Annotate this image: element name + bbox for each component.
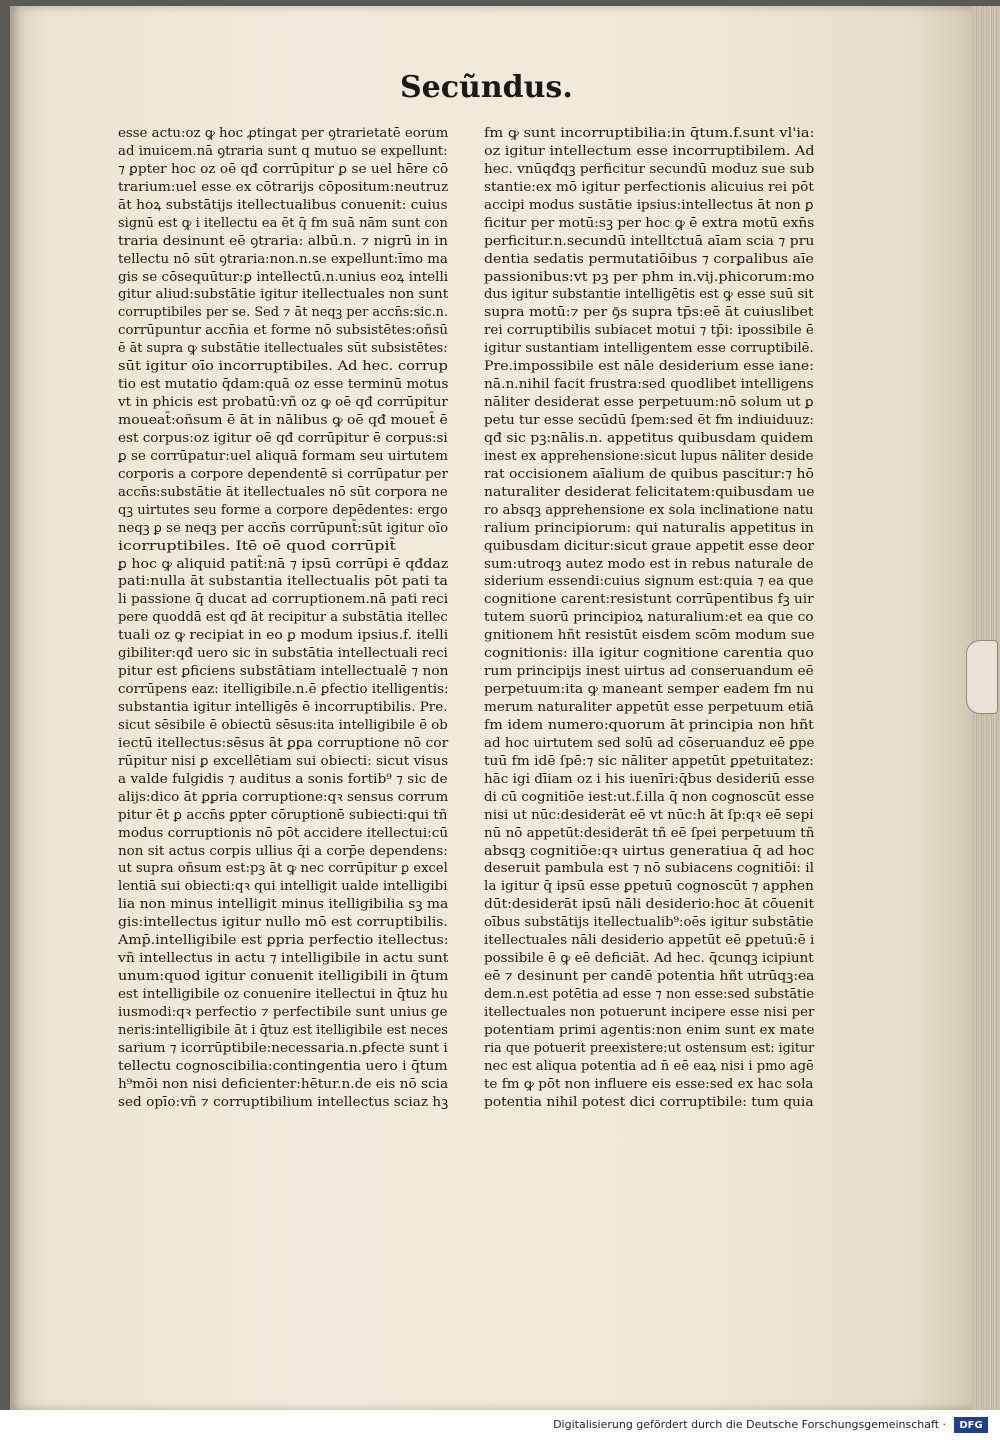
text-line: tellectu nō sūt ꝯtraria:non.n.se expellunt:īmo ma — [118, 250, 448, 266]
text-line: tuali oz ꝙ recipiat in eo ꝑ modum ipsius.f. itelli — [118, 627, 449, 643]
text-line: perpetuum:ita ꝙ maneant semper eadem fm nu — [484, 681, 814, 697]
text-line: vt in phicis est probatū:vñ oz ꝙ oē qđ corrūpitur — [118, 394, 448, 410]
text-line: ficitur per motū:sꝫ per hoc ꝙ ē extra motū exn̄s — [484, 214, 815, 230]
running-header: Secũndus. — [400, 70, 573, 105]
text-line: igitur sustantiam intelligentem esse corruptibilē. — [484, 340, 814, 356]
text-line: itellectuales nāli desiderio appetūt eē ꝑpetuū:ē i — [484, 932, 815, 948]
text-line: est corpus:oz igitur oē qđ corrūpitur ē corpus:si — [118, 429, 448, 445]
text-line: nā.n.nihil facit frustra:sed quodlibet intelligens — [484, 376, 814, 392]
text-line: ꝑ hoc ꝙ aliquid patit̄:nā ⁊ ipsū corrūpi ē qđdaz — [118, 555, 449, 571]
text-line: quibusdam dicitur:sicut graue appetit esse deor — [484, 537, 815, 553]
text-line: nū nō appetūt:desiderāt tñ eē ſpei perpetuum tñ — [484, 824, 815, 840]
text-line: possibile ē ꝙ eē deficiāt. Ad hec. q̄cunqꝫ icipiunt — [484, 950, 814, 966]
text-line: pitur est ꝑficiens substātiam intellectualē ⁊ non — [118, 663, 449, 679]
text-line: āt hoꝝ substātijs itellectualibus conuenit: cuius — [118, 196, 448, 212]
text-line: cognitione carent:resistunt corrūpentibus fꝫ uir — [484, 591, 814, 607]
text-line: icorruptibiles. Itē oē quod corrūpit̄ — [118, 537, 396, 553]
text-line: perficitur.n.secundū intelltctuā aīam scia ⁊ pru — [484, 232, 815, 248]
text-line: dūt:desiderāt ipsū nāli desiderio:hoc āt cōuenit — [484, 896, 815, 912]
text-line: fm idem numero:quorum āt principia non hñt — [484, 716, 814, 732]
dfg-logo: DFG — [954, 1417, 988, 1433]
text-line: tuū fm idē ſpē:⁊ sic nāliter appetūt ꝑpetuitatez: — [484, 752, 814, 768]
text-line: dentia sedatis permutatiōibus ⁊ corꝑalibus aīe — [484, 250, 814, 266]
text-line: rum principijs inest uirtus ad conseruandum eē — [484, 663, 814, 679]
text-line: sicut sēsibile ē obiectū sēsus:ita intelligibile ē ob — [118, 716, 448, 732]
text-line: tutem suorū principioꝝ naturalium:et ea que co — [484, 609, 814, 625]
text-line: gis:intellectus igitur nullo mō est corruptibilis. — [118, 914, 448, 930]
text-line: unum:quod igitur conuenit itelligibili in q̄tum — [118, 968, 449, 984]
text-line: accn̄s:substātie āt itellectuales nō sūt corpora ne — [118, 483, 448, 499]
text-line: pitur ēt ꝑ accn̄s ꝑpter cōruptionē subiecti:qui tñ — [118, 806, 448, 822]
text-line: te fm ꝙ pōt non influere eis esse:sed ex hac sola — [484, 1075, 814, 1091]
text-line: potentia nihil potest dici corruptibile: tum quia — [484, 1093, 814, 1109]
text-line: sarium ⁊ icorrūptibile:necessaria.n.ꝑfecte sunt i — [118, 1039, 448, 1055]
text-line: ē āt supra ꝙ substātie itellectuales sūt subsistētes: — [118, 340, 448, 356]
text-line: pati:nulla āt substantia itellectualis pōt pati ta — [118, 573, 448, 589]
text-line: tellectu cognoscibilia:contingentia uero i q̄tum — [118, 1057, 448, 1073]
text-line: ꝑ se corrūpatur:uel aliquā formam seu uirtutem — [118, 447, 449, 463]
text-line: lentiā sui obiecti:qꝛ qui intelligit ualde intelligibi — [118, 878, 448, 894]
text-line: ria que potuerit preexistere:ut ostensum est: igitur — [484, 1039, 815, 1055]
text-line: itellectuales non potuerunt incipere esse nisi per — [484, 1003, 815, 1019]
footer-credit: Digitalisierung gefördert durch die Deutsche Forschungsgemeinschaft · — [553, 1418, 946, 1431]
text-line: non sit actus corpis ullius q̄i a corp̄e dependens: — [118, 842, 448, 858]
text-line: di cū cognitiōe iest:ut.f.illa q̄ non cognoscūt esse — [484, 788, 815, 804]
text-line: accipi modus sustātie ipsius:intellectus āt non ꝑ — [484, 196, 814, 212]
text-line: corrūpens eaz: itelligibile.n.ē ꝑfectio itelligentis: — [118, 681, 449, 697]
text-line: iectū itellectus:sēsus āt ꝑꝑa corruptione nō cor — [118, 734, 449, 750]
text-line: stantie:ex mō igitur perfectionis alicuius rei pōt — [484, 178, 814, 194]
text-line: naturaliter desiderat felicitatem:quibusdam ue — [484, 483, 815, 499]
text-line: substantia igitur intelligēs ē incorruptibilis. Pre. — [118, 699, 448, 714]
text-line: ro absqꝫ apprehensione ex sola inclinatione natu — [484, 501, 814, 517]
text-line: inest ex apprehensione:sicut lupus nāliter deside — [484, 447, 814, 463]
text-line: la igitur q̄ ipsū esse ꝑpetuū cognoscūt ⁊ apphen — [484, 878, 814, 894]
text-line: gitur aliud:substātie igitur itellectuales non sunt — [118, 286, 449, 302]
text-line: modus corruptionis nō pōt accidere itellectui:cū — [118, 824, 449, 840]
text-line: neqꝫ ꝑ se neqꝫ per accn̄s corrūpunt̄:sūt igitur oīo — [118, 519, 449, 535]
page-tab — [966, 640, 998, 714]
text-line: oībus substātijs itellectualib⁹:oēs igitur substātie — [484, 914, 814, 930]
text-line: esse actu:oz ꝙ hoc ꝓtingat per ꝯtrarietatē eorum — [118, 125, 449, 140]
text-line: hāc igi̇ dīiam oz i his iuenīri:q̄bus desideriū esse — [484, 770, 815, 786]
text-line: moueat̄:oñsum ē āt in nālibus ꝙ oē qđ mouet̄ ē — [118, 412, 448, 427]
text-line: ⁊ ꝑpter hoc oz oē qđ corrūpitur ꝑ se uel hēre cō — [118, 160, 449, 176]
text-line: corrūpuntur accn̄ia et forme nō subsistētes:oñsū — [118, 322, 448, 338]
text-line: gibiliter:qđ uero sic in substātia intellectuali reci — [118, 645, 448, 661]
text-line: cognitionis: illa igitur cognitione carentia quo — [484, 645, 814, 661]
text-line: h⁹mōi non nisi deficienter:hētur.n.de eis nō scia — [118, 1075, 449, 1091]
right-column — [484, 124, 814, 1146]
text-line: neris:intelligibile āt i q̄tuz est itelligibile est neces — [118, 1021, 448, 1037]
text-line: Pre.impossibile est nāle desiderium esse iane: — [484, 358, 814, 374]
text-line: absqꝫ cognitiōe:qꝛ uirtus generatiua q̄ ad hoc — [484, 842, 815, 858]
text-line: ad inuicem.nā ꝯtraria sunt q mutuo se expellunt: — [118, 142, 448, 158]
text-line: nec est aliqua potentia ad n̄ eē eaꝝ nisi i pmo agē — [484, 1057, 814, 1073]
text-line: rat occisionem aīalium de quibus pascitur:⁊ hō — [484, 465, 814, 481]
text-line: tio est mutatio q̄dam:quā oz esse terminū motus — [118, 376, 449, 392]
text-line: supra motū:⁊ per ꝯ̄s supra tp̄s:eē āt cuiuslibet — [484, 304, 814, 320]
text-line: traria desinunt eē ꝯtraria: albū.n. ⁊ nigrū in in — [118, 232, 448, 248]
text-line: dus igitur substantie intelligētis est ꝙ esse suū sit — [484, 286, 814, 302]
text-line: est intelligibile oz conuenire itellectui in q̄tuz hu — [118, 986, 449, 1001]
text-line: rūpitur nisi ꝑ excellētiam sui obiecti: sicut visus — [118, 752, 449, 768]
text-line: alijs:dico āt ꝑꝑria corruptione:qꝛ sensus corrum — [118, 788, 449, 804]
text-line: vñ intellectus in actu ⁊ intelligibile in actu sunt — [118, 950, 449, 966]
text-line: lia non minus intelligit minus itelligibilia sꝫ ma — [118, 896, 449, 912]
text-line: qꝫ uirtutes seu forme a corpore depēdentes: ergo — [118, 501, 448, 517]
text-line: corporis a corpore dependentē si corrūpatur per — [118, 465, 448, 481]
text-line: corruptibiles per se. Sed ⁊ āt neqꝫ per accn̄s:sic.n. — [118, 304, 449, 320]
text-line: gnitionem hñt resistūt eisdem scōm modum sue — [484, 627, 815, 643]
text-line: ralium principiorum: qui naturalis appetitus in — [484, 519, 814, 535]
text-line: signū est ꝙ i itellectu ea ēt q̄ fm suā nām sunt con — [118, 214, 448, 230]
text-line: oz igitur intellectum esse incorruptibilem. Ad — [484, 142, 815, 158]
text-line: hec. vnūqđqꝫ perficitur secundū moduz sue sub — [484, 160, 815, 176]
text-line: rei corruptibilis subiacet motui ⁊ tp̄i: ipossibile ē — [484, 322, 814, 338]
text-line: nisi ut nūc:desiderāt eē vt nūc:h āt ſp:qꝛ eē sepi̇ — [484, 806, 814, 822]
text-line: trarium:uel esse ex cōtrarijs cōpositum:neutruz — [118, 178, 449, 194]
text-line: siderium essendi:cuius signum est:quia ⁊ ea que — [484, 573, 814, 589]
text-line: gis se cōsequūtur:ꝑ intellectū.n.unius eoꝝ intelli — [118, 268, 449, 284]
text-line: dem.n.est potētia ad esse ⁊ non esse:sed substātie — [484, 986, 815, 1001]
text-line: qđ sic pꝫ:nālis.n. appetitus quibusdam quidem — [484, 429, 814, 445]
text-line: ut supra oñsum est:pꝫ āt ꝙ nec corrūpitur ꝑ excel — [118, 860, 448, 876]
text-line: sum:utroqꝫ autez modo est in rebus naturale de — [484, 555, 814, 571]
left-column — [118, 124, 448, 1146]
text-line: li passione q̄ ducat ad corruptionem.nā pati reci — [118, 591, 449, 607]
text-line: eē ⁊ desinunt per candē potentia hñt utrūqꝫ:ea — [484, 968, 815, 984]
text-line: pere quoddā est qđ āt recipitur a substātia itellec — [118, 609, 448, 625]
text-line: merum naturaliter appetūt esse perpetuum etiā — [484, 699, 814, 714]
text-line: potentiam primi agentis:non enim sunt ex mate — [484, 1021, 815, 1037]
text-line: petu tur esse secūdū ſpem:sed ēt fm indiuiduuz: — [484, 412, 814, 427]
text-line: nāliter desiderat esse perpetuum:nō solum ut ꝑ — [484, 394, 814, 410]
text-line: sed opīo:vñ ⁊ corruptibilium intellectus sciaz hꝫ — [118, 1093, 449, 1109]
text-line: sūt igitur oīo incorruptibiles. Ad hec. corrup — [118, 358, 448, 374]
text-line: Amp̄.intelligibile est ꝑpria perfectio itellectus: — [118, 932, 449, 948]
text-line: fm ꝙ sunt incorruptibilia:in q̄tum.f.sunt vl'ia: — [484, 125, 815, 140]
text-line: passionibus:vt pꝫ per phm in.vij.phicorum:mo — [484, 268, 815, 284]
text-line: deseruit pambula est ⁊ nō subiacens cognitiōi: il — [484, 860, 814, 876]
text-line: a valde fulgidis ⁊ auditus a sonis fortib⁹ ⁊ sic de — [118, 770, 448, 786]
text-line: iusmodi:qꝛ perfectio ⁊ perfectibile sunt unius ge — [118, 1003, 448, 1019]
footer-bar — [0, 1410, 1000, 1440]
text-line: ad hoc uirtutem sed solū ad cōseruanduz eē ꝑpe — [484, 734, 815, 750]
